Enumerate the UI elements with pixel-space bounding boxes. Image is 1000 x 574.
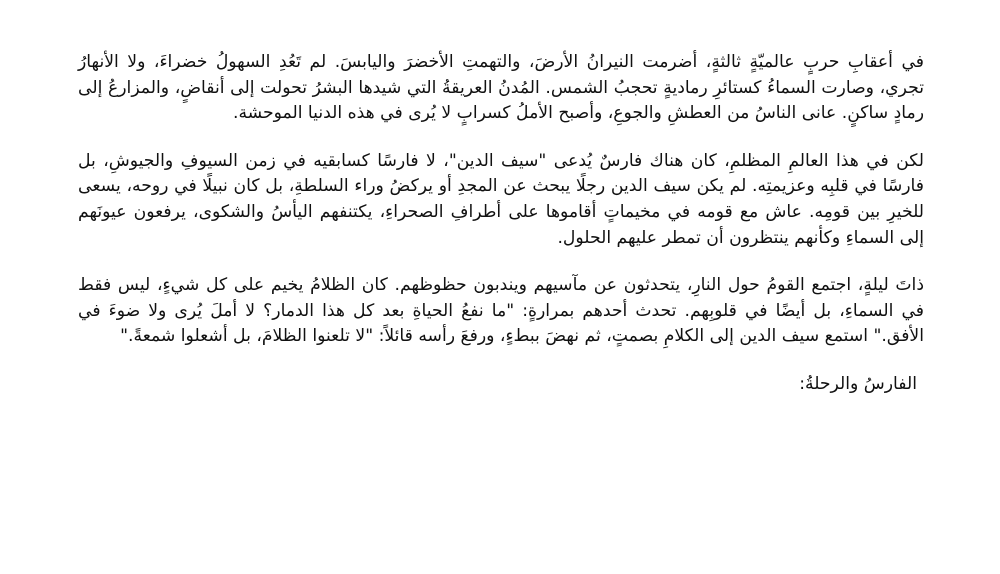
paragraph-intro: في أعقابِ حربٍ عالميّةٍ ثالثةٍ، أضرمت النيرانُ الأرضَ، والتهمتِ الأخضرَ واليابسَ. لم تَعُدِ السهولُ خضراءَ، ولا الأنهارُ تجري، وصارت السماءُ كستائرِ رماديةٍ تحجبُ الشمس. المُدنُ العريقةُ التي شيدها البشرُ تحولت إلى أنقاضٍ، والمزارعُ إلى رمادٍ ساكنٍ. عانى الناسُ من العطشِ والجوعِ، وأصبح الأملُ كسرابٍ لا يُرى في هذه الدنيا الموحشة. xyxy=(78,52,924,124)
paragraph-night: ذاتَ ليلةٍ، اجتمع القومُ حول النارِ، يتحدثون عن مآسيهم ويندبون حظوظهم. كان الظلامُ يخيم على كل شيءٍ، ليس فقط في السماءِ، بل أيضًا في قلوبِهم. تحدث أحدهم بمرارةٍ: "ما نفعُ الحياةِ بعد كل هذا الدمار؟ لا أملَ يُرى ولا ضوءَ في الأفق." استمع سيف الدين إلى الكلامِ بصمتٍ، ثم نهضَ ببطءٍ، ورفعَ رأسه قائلاً: "لا تلعنوا الظلامَ، بل أشعلوا شمعةً." xyxy=(78,275,924,347)
paragraph-knight: لكن في هذا العالمِ المظلمِ، كان هناك فارسٌ يُدعى "سيف الدين"، لا فارسًا كسابقيه في زمن السيوفِ والجيوشِ، بل فارسًا في قلبِه وعزيمتِه. لم يكن سيف الدين رجلًا يبحث عن المجدِ أو يركضُ وراء السلطةِ، بل كان نبيلًا في روحه، يسعى للخيرِ بين قومِه. عاش مع قومه في مخيماتٍ أقاموها على أطرافِ الصحراءِ، يكتنفهم اليأسُ والشكوى، يرفعون عيونَهم إلى السماءِ وكأنهم ينتظرون أن تمطر عليهم الحلول. xyxy=(78,150,924,248)
document-page xyxy=(78,50,924,398)
section-heading: الفارسُ والرحلةُ: xyxy=(799,373,917,394)
